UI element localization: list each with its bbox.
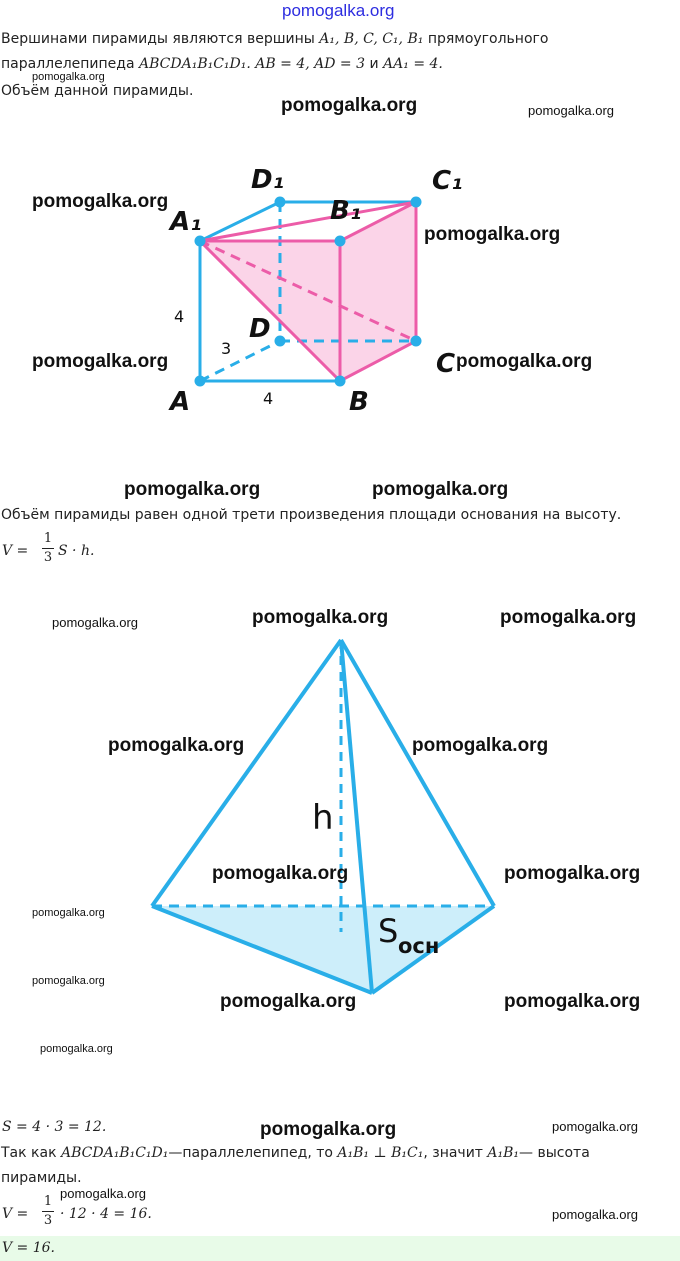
watermark: pomogalka.org (212, 863, 349, 884)
edge-ad (200, 341, 280, 381)
problem-and: и (369, 56, 379, 72)
label-s: S (378, 912, 399, 950)
watermark: pomogalka.org (504, 863, 641, 884)
base-fill (152, 906, 494, 993)
reason-prefix: Так как (1, 1145, 57, 1161)
formula-rhs: S · h. (58, 543, 95, 559)
watermark: pomogalka.org (500, 607, 637, 628)
pyramid-figure (0, 625, 680, 1000)
label-a1: A₁ (170, 207, 202, 237)
watermark: pomogalka.org (32, 71, 105, 83)
label-h: h (312, 798, 334, 838)
vertex-b1 (335, 236, 346, 247)
formula-lhs: V = (2, 543, 29, 559)
formula-fraction-den: 3 (43, 550, 53, 565)
answer-box: V = 16. (0, 1236, 680, 1261)
vertex-c1 (411, 197, 422, 208)
reason-tail: — высота (519, 1145, 590, 1161)
vertex-a1 (195, 236, 206, 247)
vertex-d (275, 336, 286, 347)
watermark: pomogalka.org (252, 607, 389, 628)
label-edge-ad: 3 (221, 339, 232, 358)
watermark: pomogalka.org (528, 103, 614, 118)
problem-given-2: AA₁ = 4. (383, 56, 443, 72)
problem-line-1-suffix: прямоугольного (427, 31, 549, 47)
reason-line-1 (1, 1141, 590, 1165)
solution-intro: Объём пирамиды равен одной трети произведения площади основания на высоту. (1, 507, 622, 523)
watermark: pomogalka.org (424, 224, 561, 245)
reason-box: ABCDA₁B₁C₁D₁ (60, 1145, 169, 1161)
reason-height: A₁B₁ (487, 1145, 520, 1161)
reason-mid: —параллелепипед, то (168, 1145, 333, 1161)
watermark: pomogalka.org (32, 975, 105, 987)
vertex-c (411, 336, 422, 347)
vertex-d1 (275, 197, 286, 208)
label-c: C (436, 349, 456, 379)
watermark: pomogalka.org (552, 1207, 638, 1222)
label-s-sub: осн (398, 934, 440, 958)
watermark: pomogalka.org (552, 1119, 638, 1134)
watermark: pomogalka.org (281, 95, 418, 116)
watermark: pomogalka.org (412, 735, 549, 756)
problem-line-2-prefix: параллелепипеда (1, 56, 135, 72)
watermark: pomogalka.org (456, 351, 593, 372)
label-edge-ab: 4 (263, 389, 274, 408)
formula-fraction-num: 1 (42, 530, 54, 549)
formula-fraction (42, 530, 54, 567)
watermark: pomogalka.org (504, 991, 641, 1012)
problem-line-1-prefix: Вершинами пирамиды являются вершины (1, 31, 315, 47)
watermark: pomogalka.org (32, 907, 105, 919)
volume-fraction-den: 3 (43, 1213, 53, 1228)
reason-perp: A₁B₁ ⊥ B₁C₁ (337, 1145, 424, 1161)
problem-box: ABCDA₁B₁C₁D₁ (139, 56, 247, 72)
label-edge-aa1: 4 (174, 307, 185, 326)
vertex-b (335, 376, 346, 387)
label-c1: C₁ (432, 166, 463, 196)
watermark: pomogalka.org (372, 479, 509, 500)
watermark: pomogalka.org (260, 1119, 397, 1140)
watermark: pomogalka.org (52, 615, 138, 630)
watermark: pomogalka.org (32, 351, 169, 372)
problem-given: . AB = 4, AD = 3 (246, 56, 366, 72)
site-link[interactable]: pomogalka.org (282, 1, 395, 20)
watermark: pomogalka.org (220, 991, 357, 1012)
volume-rhs: · 12 · 4 = 16. (60, 1206, 152, 1222)
watermark: pomogalka.org (60, 1186, 146, 1201)
watermark: pomogalka.org (108, 735, 245, 756)
label-d1: D₁ (251, 165, 284, 195)
problem-line-1 (1, 27, 548, 51)
label-a: A (170, 387, 191, 417)
reason-then: , значит (423, 1145, 483, 1161)
problem-vertices: A₁, B, C, C₁, B₁ (319, 31, 424, 47)
vertex-a (195, 376, 206, 387)
reason-line-2: пирамиды. (1, 1170, 82, 1186)
watermark: pomogalka.org (124, 479, 261, 500)
area-step: S = 4 · 3 = 12. (2, 1119, 107, 1135)
label-b1: B₁ (330, 196, 362, 226)
label-d: D (249, 314, 271, 344)
watermark: pomogalka.org (32, 191, 169, 212)
volume-fraction (42, 1193, 54, 1230)
label-b: B (349, 387, 369, 417)
volume-fraction-num: 1 (42, 1193, 54, 1212)
watermark: pomogalka.org (40, 1043, 113, 1055)
lateral-edge-right (341, 640, 494, 906)
volume-lhs: V = (2, 1206, 29, 1222)
problem-line-3: Объём данной пирамиды. (1, 83, 194, 99)
